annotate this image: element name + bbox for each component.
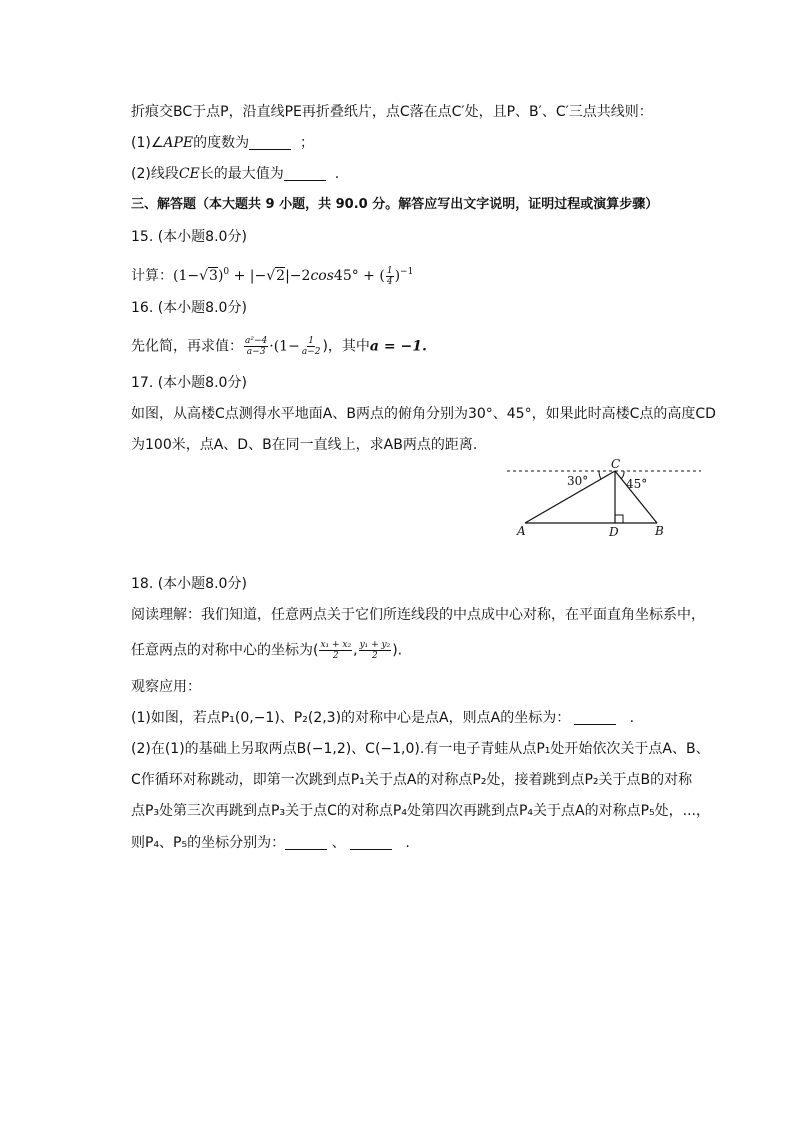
angle-arc-right <box>621 471 624 479</box>
label-c: C <box>611 457 621 471</box>
intro-question-2: (2)线段CE长的最大值为 . <box>131 166 340 182</box>
question-18-part-2-line-3: 点P₃处第三次再跳到点P₃关于点C的对称点P₄处第四次再跳到点P₄关于点A的对称点P₅处，...， <box>131 803 710 819</box>
label-d: D <box>609 525 619 539</box>
answer-blank[interactable] <box>284 165 326 181</box>
fraction-x-mid: $\frac{\text{x₁ + x₂}}{2}$ <box>320 640 352 661</box>
question-17-line-1: 如图，从高楼C点测得水平地面A、B两点的俯角分别为30°、45°，如果此时高楼C点的高度CD <box>131 406 716 422</box>
question-17-header: 17. (本小题8.0分) <box>131 375 247 391</box>
question-18-part-2-line-4: 则P₄、P₅的坐标分别为： 、 . <box>131 835 410 851</box>
fraction-quarter: $\frac{1}{4}$ <box>386 265 393 287</box>
angle-label-45: 45° <box>626 477 648 491</box>
question-17-line-2: 为100米，点A、D、B在同一直线上，求AB两点的距离. <box>131 437 478 453</box>
question-18-part-2-line-1: (2)在(1)的基础上另取两点B(−1,2)、C(−1,0).有一电子青蛙从点P₁处开始依次关于点A、B、 <box>131 741 710 757</box>
fraction-y-mid: $\frac{\text{y₁ + y₂}}{2}$ <box>359 640 391 661</box>
section-title: 三、解答题（本大题共 9 小题，共 90.0 分。解答应写出文字说明，证明过程或演算步骤） <box>131 197 659 212</box>
answer-blank[interactable] <box>249 134 291 150</box>
question-16-header: 16. (本小题8.0分) <box>131 300 247 316</box>
answer-blank[interactable] <box>350 834 392 850</box>
question-18-line-1: 阅读理解：我们知道，任意两点关于它们所连线段的中点成中心对称，在平面直角坐标系中， <box>131 607 705 623</box>
observe-label: 观察应用： <box>131 679 201 695</box>
question-18-line-2: 任意两点的对称中心的坐标为( $\frac{\text{x₁ + x₂}}{2}$ , $\frac{\text{y₁ + y₂}}{2}$ ). <box>131 640 403 661</box>
answer-blank[interactable] <box>574 709 616 725</box>
answer-blank[interactable] <box>285 834 327 850</box>
label-a: A <box>517 524 526 538</box>
label-b: B <box>655 524 664 538</box>
question-18-header: 18. (本小题8.0分) <box>131 576 247 592</box>
fraction-1-over-a-2: $\frac{1}{a-2}$ <box>301 336 321 357</box>
intro-question-1: (1)∠APE的度数为 ； <box>131 135 315 151</box>
question-18-part-1: (1)如图，若点P₁(0,−1)、P₂(2,3)的对称中心是点A，则点A的坐标为： . <box>131 710 635 726</box>
angle-label-30: 30° <box>567 474 589 488</box>
triangle-figure <box>505 455 705 540</box>
question-15-body: 计算：$(1-√3)^0 + |-√2|-2\cos 45^\circ$ + ( $\frac{1}{4}$ )$^{-1}$ <box>131 265 414 287</box>
intro-line: 折痕交BC于点P，沿直线PE再折叠纸片，点C落在点C′处，且P、B′、C′三点共线则： <box>131 104 653 120</box>
question-16-body: 先化简，再求值： $\frac{\text{a²−4}}{a-3}$ ·(1− $\frac{1}{a-2}$ )，其中a = −1. <box>131 336 427 357</box>
fraction-a2-4: $\frac{\text{a²−4}}{a-3}$ <box>245 336 268 357</box>
question-18-part-2-line-2: C作循环对称跳动，即第一次跳到点P₁关于点A的对称点P₂处，接着跳到点P₂关于点B的对称 <box>131 772 693 788</box>
right-angle-mark <box>615 515 623 523</box>
question-15-header: 15. (本小题8.0分) <box>131 229 247 245</box>
angle-arc-left <box>599 471 601 479</box>
